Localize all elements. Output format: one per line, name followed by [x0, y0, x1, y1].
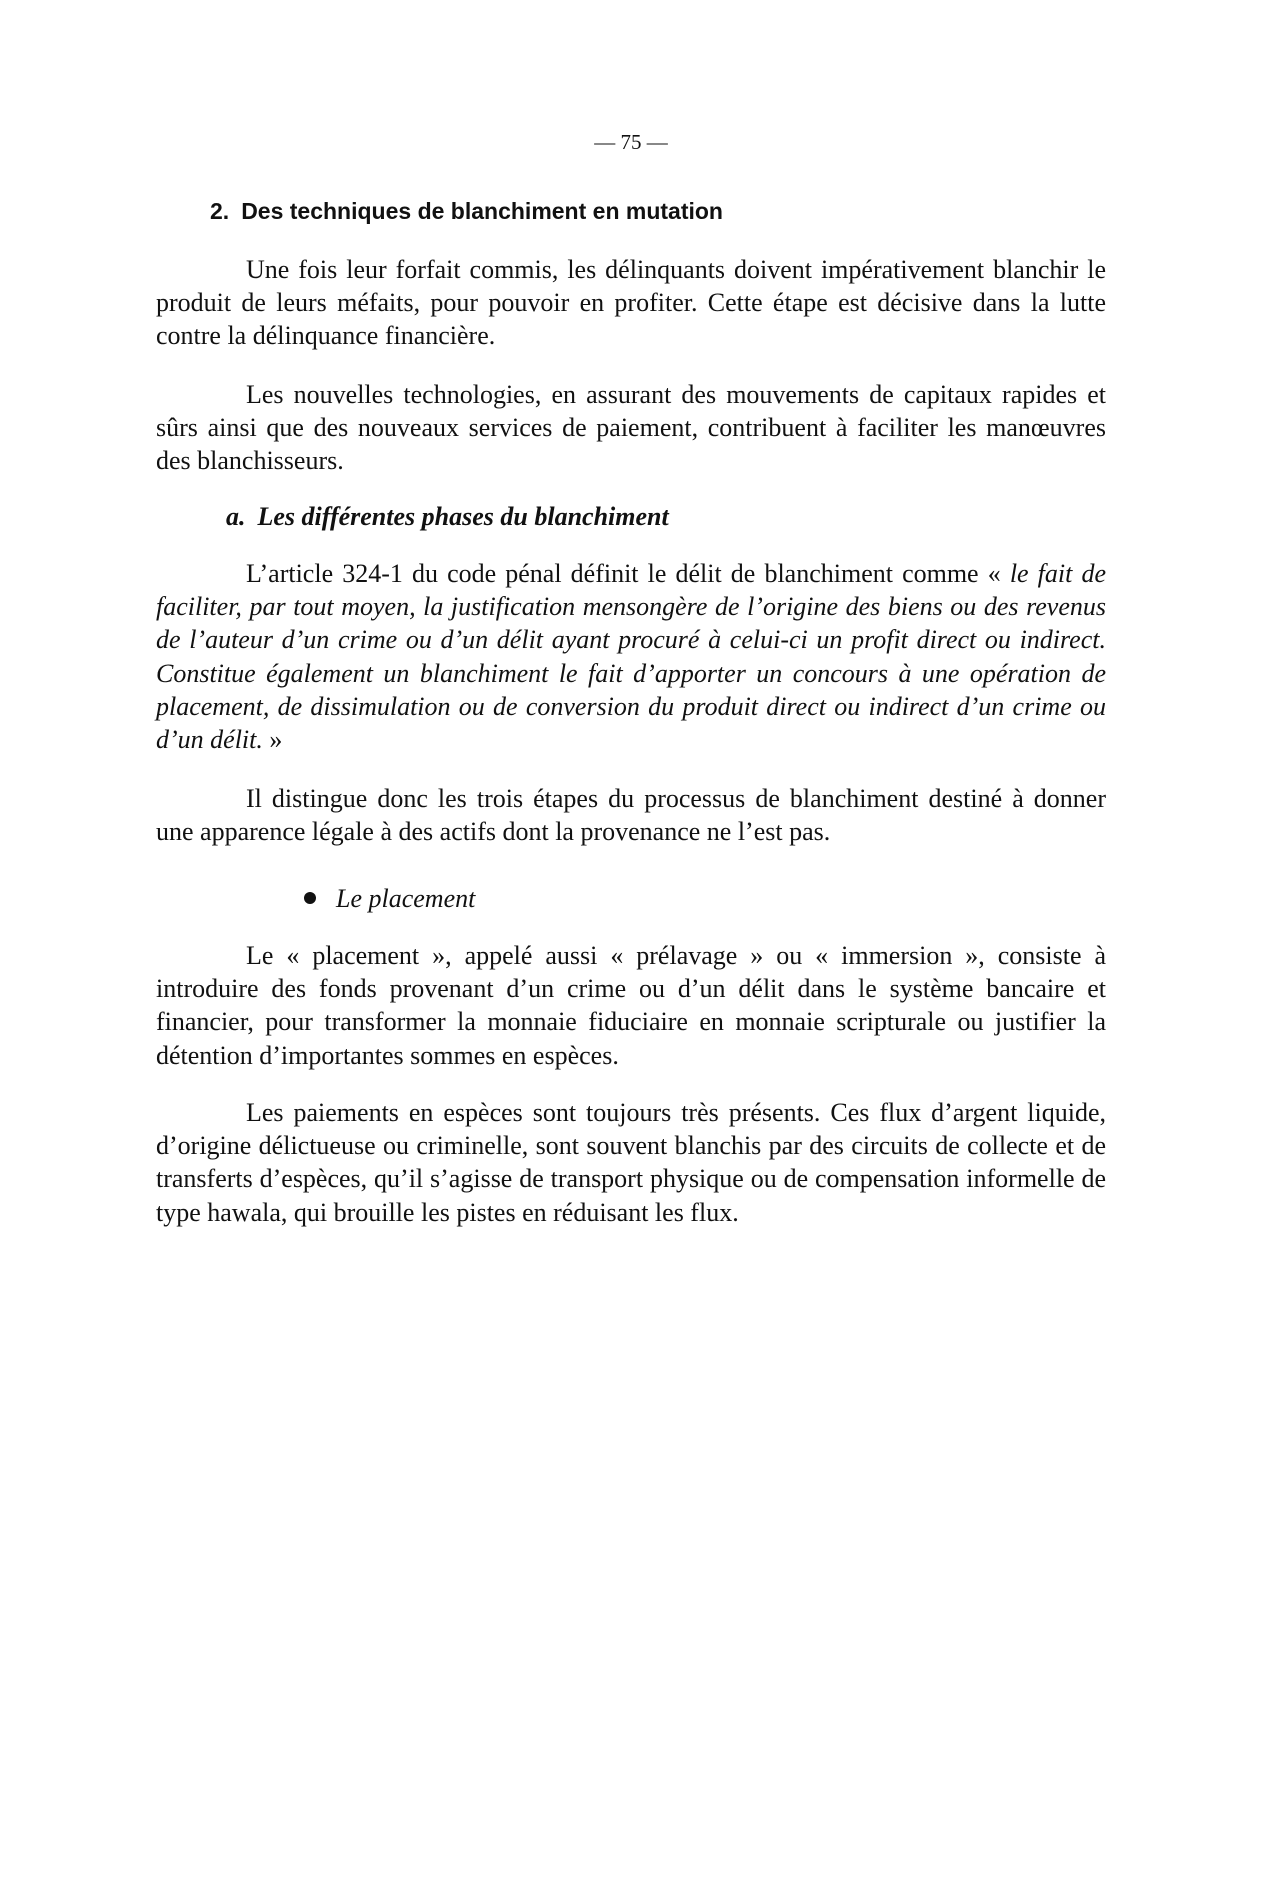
paragraph-paiements-especes: Les paiements en espèces sont toujours très présents. Ces flux d’argent liquide, d’origine délictueuse ou criminelle, sont souvent blanchis par des circuits de collecte et de transferts d’espèces, qu’il s’agisse de transport physique ou de compensation informelle de type hawala, qui brouille les pistes en réduisant les flux. — [156, 1098, 1106, 1227]
paragraph-placement-definition: Le « placement », appelé aussi « prélavage » ou « immersion », consiste à introduire des fonds provenant d’un crime ou d’un délit dans le système bancaire et financier, pour transformer la monnaie fiduciaire en monnaie scripturale ou justifier la détention d’importantes sommes en espèces. — [156, 941, 1106, 1070]
subsection-title: Les différentes phases du blanchiment — [257, 502, 669, 531]
article-intro-text: L’article 324-1 du code pénal définit le délit de blanchiment comme « — [246, 559, 1010, 588]
section-heading — [210, 196, 723, 226]
quote-close: » — [262, 725, 283, 755]
section-number: 2. — [210, 198, 230, 224]
paragraph-trois-etapes: Il distingue donc les trois étapes du processus de blanchiment destiné à donner une apparence légale à des actifs dont la provenance ne l’est pas. — [156, 784, 1106, 847]
bullet-label: Le placement — [336, 884, 476, 913]
section-title: Des techniques de blanchiment en mutation — [241, 198, 723, 224]
subsection-heading — [226, 500, 669, 533]
paragraph-article-324-1 — [156, 557, 1106, 756]
subsection-letter: a. — [226, 502, 246, 531]
legal-quote: le fait de faciliter, par tout moyen, la justification mensongère de l’origine des biens ou des revenus de l’auteur d’un crime ou d’un délit ayant procuré à celui-ci un profit direct ou indirect. Constitue également un blanchiment le fait d’apporter un concours à une opération de placement, de dissimulation ou de conversion du produit direct ou indirect d’un crime ou d’un délit. — [156, 559, 1106, 755]
paragraph-nouvelles-technologies: Les nouvelles technologies, en assurant des mouvements de capitaux rapides et sûrs ainsi que des nouveaux services de paiement, contribuent à faciliter les manœuvres des blanchisseurs. — [156, 380, 1106, 476]
bullet-item-placement — [304, 882, 475, 915]
page-number: — 75 — — [594, 130, 668, 154]
paragraph-forfait: Une fois leur forfait commis, les délinquants doivent impérativement blanchir le produit de leurs méfaits, pour pouvoir en profiter. Cette étape est décisive dans la lutte contre la délinquance financière. — [156, 255, 1106, 351]
bullet-dot-icon — [304, 892, 316, 904]
